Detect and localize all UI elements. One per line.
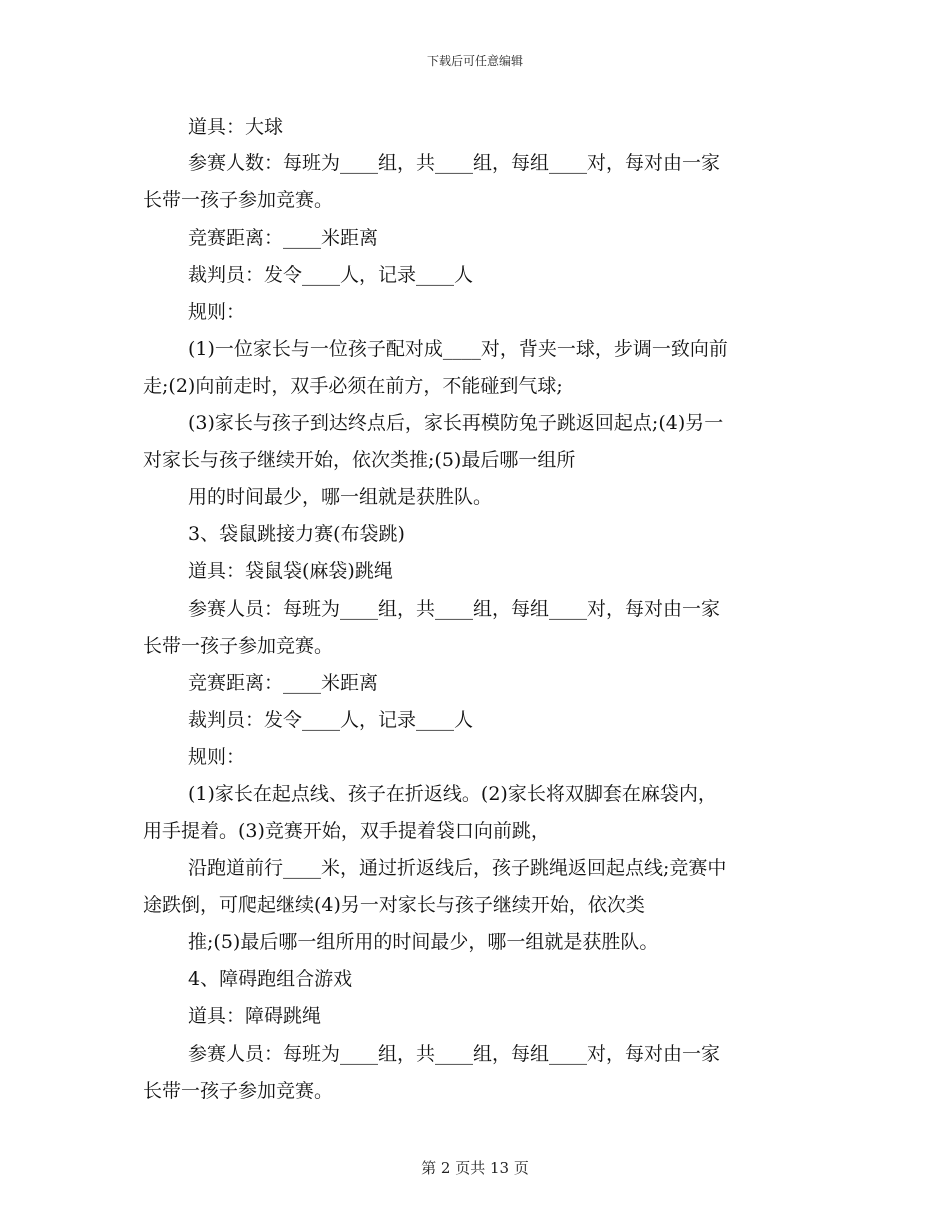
text-line: 用手提着。(3)竞赛开始，双手提着袋口向前跳，: [143, 820, 550, 842]
text-line: 长带一孩子参加竞赛。: [143, 1080, 334, 1102]
text-line: 道具：袋鼠袋(麻袋)跳绳: [188, 560, 393, 582]
page-header: 下载后可任意编辑: [426, 54, 523, 68]
text-line: 推;(5)最后哪一组所用的时间最少，哪一组就是获胜队。: [188, 931, 659, 953]
text-line: 裁判员：发令____人，记录____人: [188, 264, 474, 286]
text-line: 走;(2)向前走时，双手必须在前方，不能碰到气球;: [143, 375, 563, 397]
text-line: 规则：: [188, 301, 246, 323]
text-line: 长带一孩子参加竞赛。: [143, 635, 334, 657]
text-line: 途跌倒，可爬起继续(4)另一对家长与孩子继续开始，依次类: [143, 894, 645, 916]
text-line: 道具：大球: [188, 116, 284, 138]
text-line: 用的时间最少，哪一组就是获胜队。: [188, 486, 493, 508]
text-line: 沿跑道前行____米，通过折返线后，孩子跳绳返回起点线;竞赛中: [188, 857, 727, 879]
text-line: 参赛人数：每班为____组，共____组，每组____对，每对由一家: [188, 152, 721, 174]
section-heading: 3、袋鼠跳接力赛(布袋跳): [188, 523, 405, 545]
text-line: (3)家长与孩子到达终点后，家长再模防兔子跳返回起点;(4)另一: [188, 412, 724, 434]
text-line: 竞赛距离：____米距离: [188, 672, 379, 694]
text-line: 道具：障碍跳绳: [188, 1005, 322, 1027]
text-line: 长带一孩子参加竞赛。: [143, 189, 334, 211]
text-line: 规则：: [188, 746, 246, 768]
text-line: 对家长与孩子继续开始，依次类推;(5)最后哪一组所: [143, 449, 576, 471]
text-line: (1)一位家长与一位孩子配对成____对，背夹一球，步调一致向前: [188, 338, 728, 360]
text-line: 参赛人员：每班为____组，共____组，每组____对，每对由一家: [188, 598, 721, 620]
text-line: 参赛人员：每班为____组，共____组，每组____对，每对由一家: [188, 1043, 721, 1065]
text-line: 裁判员：发令____人，记录____人: [188, 709, 474, 731]
text-line: 竞赛距离：____米距离: [188, 227, 379, 249]
page-footer: 第 2 页共 13 页: [421, 1159, 529, 1177]
text-line: (1)家长在起点线、孩子在折返线。(2)家长将双脚套在麻袋内，: [188, 783, 717, 805]
section-heading: 4、障碍跑组合游戏: [188, 968, 353, 990]
